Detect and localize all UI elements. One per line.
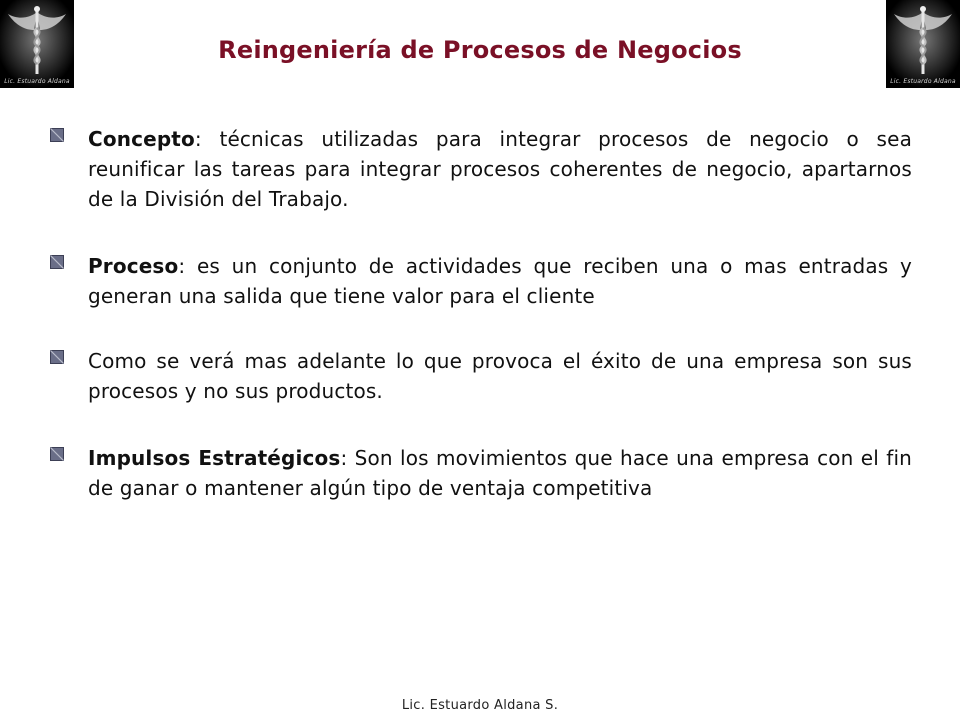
logo-caption: Lic. Estuardo Aldana — [4, 78, 70, 85]
caduceus-icon — [0, 0, 74, 88]
bullet-term: Concepto — [88, 127, 195, 151]
square-bullet-icon — [50, 350, 64, 364]
bullet-impulsos — [50, 443, 912, 503]
bullet-body: : es un conjunto de actividades que reciben una o mas entradas y generan una salida que tiene valor para el cliente — [88, 254, 912, 308]
caduceus-logo-right — [886, 0, 960, 88]
bullet-term: Impulsos Estratégicos — [88, 446, 341, 470]
caduceus-icon — [886, 0, 960, 88]
page-title: Reingeniería de Procesos de Negocios — [218, 36, 742, 64]
bullet-concepto — [50, 124, 912, 214]
bullet-proceso — [50, 251, 912, 311]
square-bullet-icon — [50, 447, 64, 461]
bullet-term: Proceso — [88, 254, 179, 278]
caduceus-logo-left — [0, 0, 74, 88]
bullet-text — [88, 443, 912, 503]
bullet-body: : Son los movimientos que hace una empresa con el fin de ganar o mantener algún tipo de ventaja competitiva — [88, 446, 912, 500]
logo-caption: Lic. Estuardo Aldana — [890, 78, 956, 85]
footer-author: Lic. Estuardo Aldana S. — [401, 698, 559, 713]
bullet-text — [88, 346, 912, 406]
bullet-body: : técnicas utilizadas para integrar procesos de negocio o sea reunificar las tareas para integrar procesos coherentes de negocio, apartarnos de la División del Trabajo. — [88, 127, 912, 211]
square-bullet-icon — [50, 128, 64, 142]
square-bullet-icon — [50, 255, 64, 269]
bullet-exito — [50, 346, 912, 406]
bullet-body: Como se verá mas adelante lo que provoca el éxito de una empresa son sus procesos y no sus productos. — [88, 349, 912, 403]
bullet-text — [88, 251, 912, 311]
bullet-text — [88, 124, 912, 214]
